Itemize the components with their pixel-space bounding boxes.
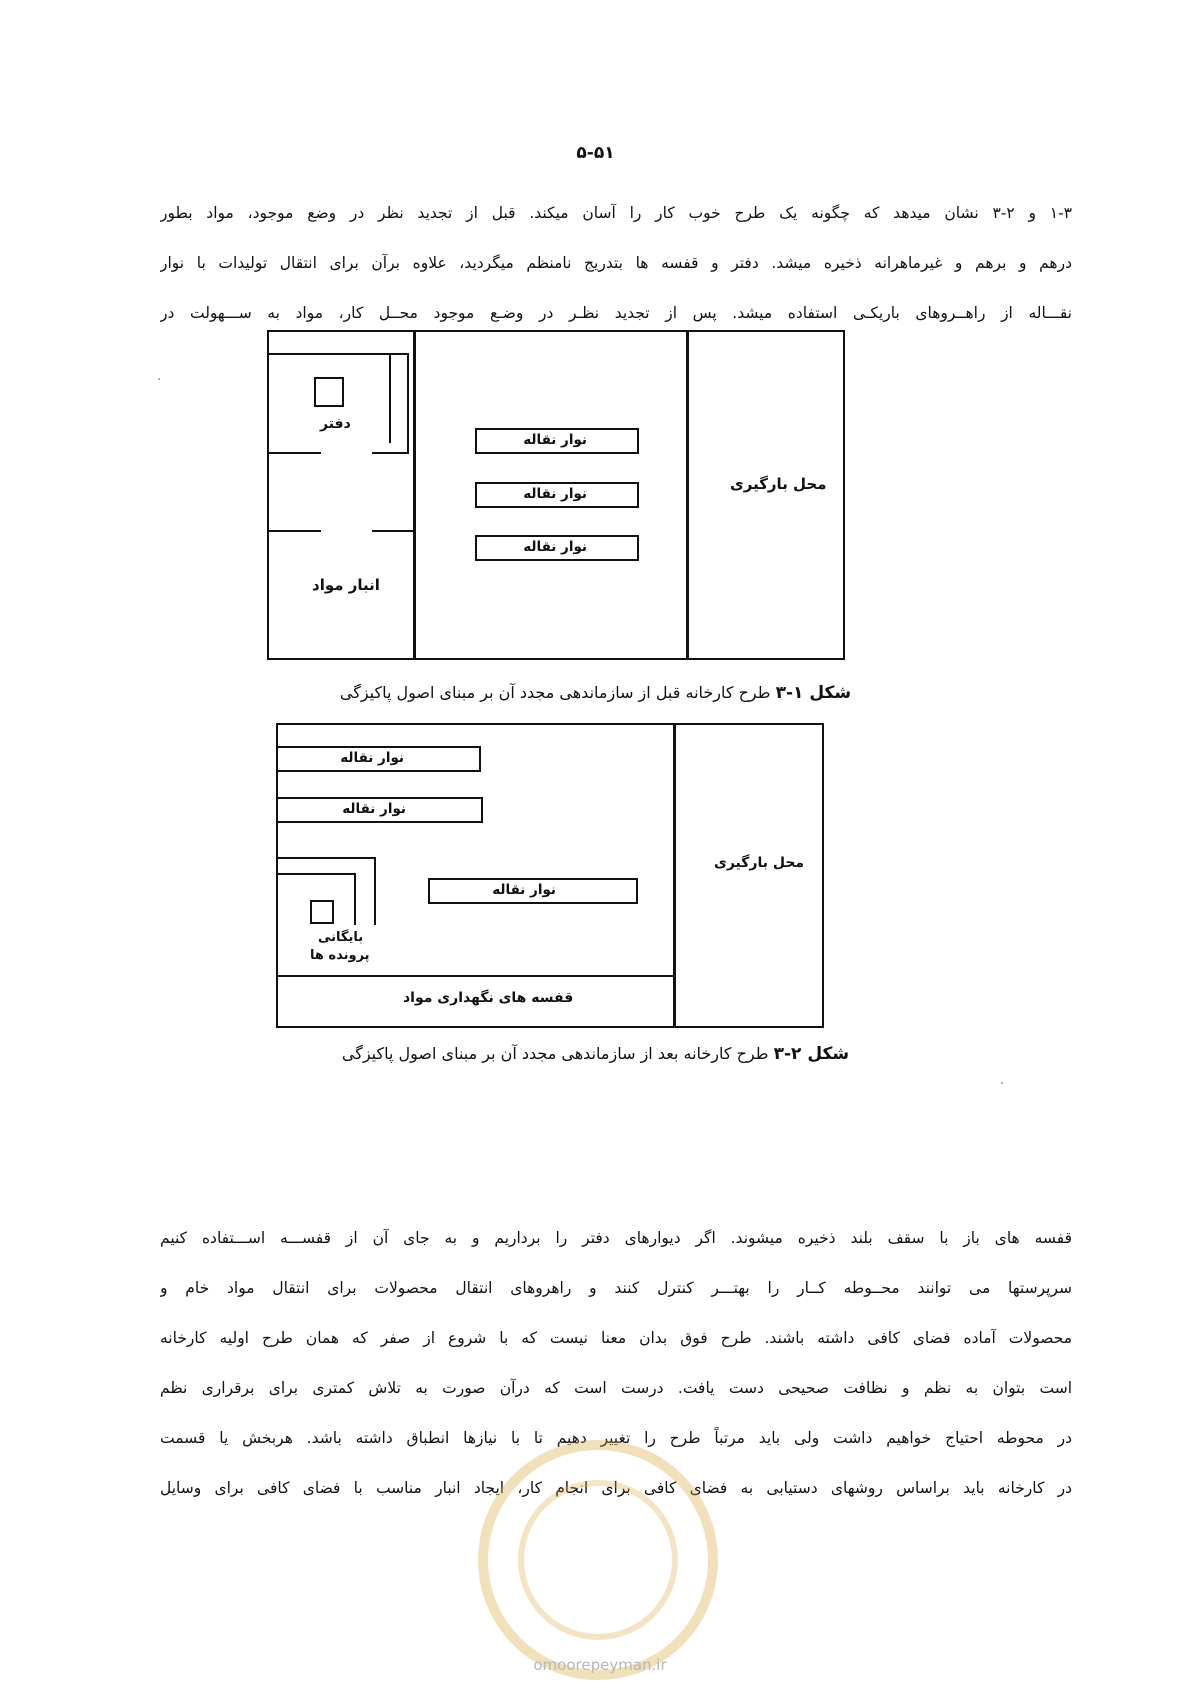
office-wall [389,353,391,443]
figure-number: شکل ۲-۳ [773,1044,850,1064]
text-line: در محوطه احتیاج خواهیم داشت ولی باید مرتباً طرح را تغییر دهیم تا با نیازها انطباق داشته باشد. هربخش یا قسمت [160,1429,1072,1447]
divider-wall [413,332,416,658]
figure-caption-text: طرح کارخانه بعد از سازماندهی مجدد آن بر مبنای اصول پاکیزگی [341,1044,774,1063]
archive-wall [278,857,376,859]
paragraph-intro [160,188,1072,338]
storage-label: انبار مواد [312,576,380,594]
storage-wall [269,530,321,532]
office-wall [407,353,409,453]
conveyor [428,878,638,904]
conveyor [475,535,639,561]
figure-caption-text: طرح کارخانه قبل از سازماندهی مجدد آن بر مبنای اصول پاکیزگی [339,683,776,702]
conveyor-label: نوار نقاله [523,432,587,448]
text-line: سرپرستها می توانند محــوطه کــار را بهتـــر کنترل کنند و راهروهای انتقال محصولات برای انتقال مواد خام و [160,1279,1072,1297]
archive-wall [278,873,356,875]
conveyor-label: نوار نقاله [340,750,404,766]
conveyor-label: نوار نقاله [492,882,556,898]
text-line: نقـــاله از راهــروهای باریکـی استفاده میشد. پس از تجدید نظـر در وضـع موجود محــل کار، مواد به ســـهولت در [160,304,1072,322]
speck [1001,1082,1003,1084]
divider-wall [278,975,674,977]
text-line: در کارخانه باید براساس روشهای دستیابی به فضای کافی برای انجام کار، ایجاد انبار مناسب با فضای کافی برای وسایل [160,1479,1072,1497]
conveyor [475,428,639,454]
desk [314,377,344,407]
storage-wall [372,530,413,532]
figure-caption [0,1044,1191,1064]
archive-wall [354,873,356,925]
archive-cabinet [310,900,334,924]
loading-area-label: محل بارگیری [714,855,805,871]
loading-area-label: محل بارگیری [730,475,827,493]
conveyor [277,797,483,823]
watermark-seal [478,1440,718,1680]
office-wall [372,452,409,454]
conveyor-label: نوار نقاله [523,539,587,555]
archive-label: بایگانی [318,930,364,945]
page-number: ۵-۵۱ [576,143,615,163]
conveyor [277,746,481,772]
shelves-label: قفسه های نگهداری مواد [403,990,574,1006]
text-line: است بتوان به نظم و نظافت صحیحی دست یافت. درست است که درآن صورت به تلاش کمتری برای برقراری نظم [160,1379,1072,1397]
conveyor-label: نوار نقاله [523,486,587,502]
conveyor-label: نوار نقاله [342,801,406,817]
office-wall [269,353,409,355]
text-line: قفسه های باز با سقف بلند ذخیره میشوند. اگر دیوارهای دفتر را برداریم و به جای آن از قفســـه اســـتفاده کنیم [160,1229,1072,1247]
text-line: محصولات آماده فضای کافی داشته باشند. طرح فوق بدان معنا نیست که با شروع از صفر که همان طرح اولیه کارخانه [160,1329,1072,1347]
watermark-site-text: omoorepeyman.ir [533,1656,667,1674]
office-wall [269,452,321,454]
figure-number: شکل ۱-۳ [775,683,852,703]
figure-caption [0,683,1191,703]
divider-wall [673,725,676,1026]
speck [158,378,160,380]
text-line: ۱-۳ و ۲-۳ نشان میدهد که چگونه یک طرح خوب کار را آسان میکند. قبل از تجدید نظر در وضع موجود، مواد بطور [160,204,1072,222]
archive-label: پرونده ها [310,948,370,963]
conveyor [475,482,639,508]
text-line: درهم و برهم و غیرماهرانه ذخیره میشد. دفتر و قفسه ها بتدریج نامنظم میگردید، علاوه برآن برای انتقال تولیدات با نوار [160,254,1072,272]
archive-wall [374,857,376,925]
divider-wall [686,332,689,658]
watermark-inner-ring [518,1480,678,1640]
office-label: دفتر [320,416,351,432]
